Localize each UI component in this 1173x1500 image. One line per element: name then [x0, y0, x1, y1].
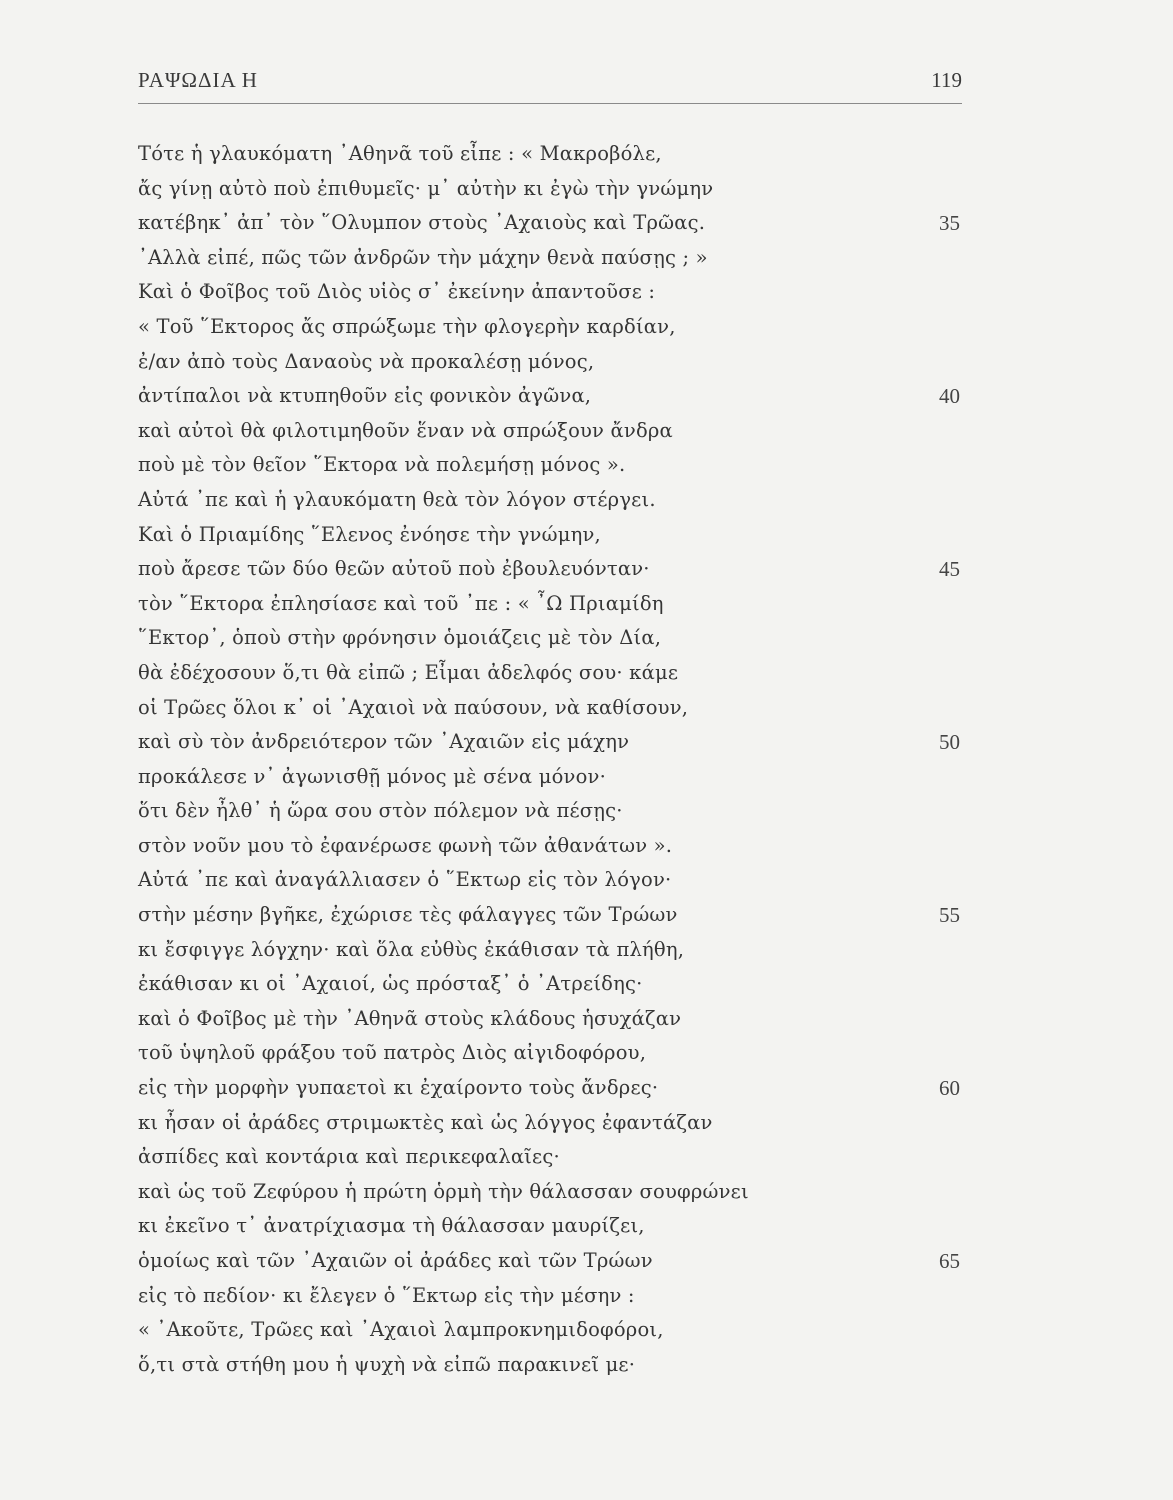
verse-text: ὅτι δὲν ἦλθ᾿ ἡ ὥρα σου στὸν πόλεμον νὰ πέσῃς· [138, 799, 623, 823]
line-number: 35 [939, 211, 960, 236]
verse-text: ῞Εκτορ᾿, ὁποὺ στὴν φρόνησιν ὁμοιάζεις μὲ τὸν Δία, [138, 626, 662, 650]
verse-text: τὸν ῞Εκτορα ἐπλησίασε καὶ τοῦ ᾿πε : « ῏Ω Πριαμίδη [138, 591, 664, 615]
verse-text: κι ἦσαν οἱ ἀράδες στριμωκτὲς καὶ ὡς λόγγος ἐφαντάζαν [138, 1110, 713, 1134]
verse-line [138, 621, 968, 656]
verse-line [138, 448, 968, 483]
verse-line [138, 1175, 968, 1210]
verse-text: ποὺ ἄρεσε τῶν δύο θεῶν αὐτοῦ ποὺ ἐβουλευόνταν· [138, 557, 650, 581]
verse-line [138, 172, 968, 207]
verse-line [138, 241, 968, 276]
verse-line [138, 794, 968, 829]
verse-line [138, 587, 968, 622]
verse-text: εἰς τὴν μορφὴν γυπαετοὶ κι ἐχαίροντο τοὺς ἄνδρες· [138, 1076, 659, 1100]
verse-line [138, 1106, 968, 1141]
line-number: 50 [939, 730, 960, 755]
verse-line [138, 1071, 968, 1106]
verse-text: κατέβηκ᾿ ἀπ᾿ τὸν ῞Ολυμπον στοὺς ᾿Αχαιοὺς καὶ Τρῶας. [138, 211, 706, 235]
verse-text: ποὺ μὲ τὸν θεῖον ῞Εκτορα νὰ πολεμήσῃ μόνος ». [138, 453, 626, 477]
verse-text: καὶ ὁ Φοῖβος μὲ τὴν ᾿Αθηνᾶ στοὺς κλάδους ἡσυχάζαν [138, 1006, 682, 1030]
line-number: 60 [939, 1076, 960, 1101]
verse-text: Τότε ἡ γλαυκόματη ᾿Αθηνᾶ τοῦ εἶπε : « Μακροβόλε, [138, 142, 662, 165]
line-number: 55 [939, 903, 960, 928]
verse-text: Καὶ ὁ Φοῖβος τοῦ Διὸς υἱὸς σ᾿ ἐκείνην ἀπαντοῦσε : [138, 280, 656, 304]
verse-text: ἐκάθισαν κι οἱ ᾿Αχαιοί, ὡς πρόσταξ᾿ ὁ ᾿Ατρείδης· [138, 972, 643, 996]
verse-text: στὸν νοῦν μου τὸ ἐφανέρωσε φωνὴ τῶν ἀθανάτων ». [138, 833, 673, 857]
verse-line [138, 863, 968, 898]
verse-line [138, 760, 968, 795]
verse-text: Αὐτά ᾿πε καὶ ἡ γλαυκόματη θεὰ τὸν λόγον στέργει. [138, 487, 656, 511]
verse-text: στὴν μέσην βγῆκε, ἐχώρισε τὲς φάλαγγες τῶν Τρώων [138, 903, 678, 927]
page-number: 119 [931, 68, 962, 92]
verse-line [138, 1002, 968, 1037]
verse-text: « ᾿Ακοῦτε, Τρῶες καὶ ᾿Αχαιοὶ λαμπροκνημιδοφόροι, [138, 1318, 664, 1342]
verse-line [138, 137, 968, 172]
line-number: 40 [939, 384, 960, 409]
verse-text: ἀσπίδες καὶ κοντάρια καὶ περικεφαλαῖες· [138, 1145, 560, 1169]
verse-line [138, 483, 968, 518]
verse-text: κι ἐκεῖνο τ᾿ ἀνατρίχιασμα τὴ θάλασσαν μαυρίζει, [138, 1214, 645, 1238]
running-head: ΡΑΨΩΔΙΑ Η [138, 68, 258, 92]
verse-line [138, 725, 968, 760]
verse-line [138, 310, 968, 345]
verse-text: ἄς γίνῃ αὐτὸ ποὺ ἐπιθυμεῖς· μ᾿ αὐτὴν κι ἐγὼ τὴν γνώμην [138, 176, 714, 200]
verse-text: καὶ σὺ τὸν ἀνδρειότερον τῶν ᾿Αχαιῶν εἰς μάχην [138, 730, 630, 754]
verse-text: ᾿Αλλὰ εἰπέ, πῶς τῶν ἀνδρῶν τὴν μάχην θενὰ παύσῃς ; » [138, 245, 708, 269]
verse-line [138, 1313, 968, 1348]
verse-text: ἀντίπαλοι νὰ κτυπηθοῦν εἰς φονικὸν ἀγῶνα, [138, 384, 592, 408]
line-number: 65 [939, 1249, 960, 1273]
verse-line [138, 1348, 968, 1383]
verse-line [138, 345, 968, 380]
verse-line [138, 1036, 968, 1071]
verse-text: ὁμοίως καὶ τῶν ᾿Αχαιῶν οἱ ἀράδες καὶ τῶν Τρώων [138, 1249, 653, 1272]
verse-line [138, 275, 968, 310]
verse-line [138, 414, 968, 449]
verse-line [138, 691, 968, 726]
verse-text: ὅ,τι στὰ στήθη μου ἡ ψυχὴ νὰ εἰπῶ παρακινεῖ με· [138, 1352, 636, 1376]
verse-line [138, 552, 968, 587]
verse-text: θὰ ἐδέχοσουν ὅ,τι θὰ εἰπῶ ; Εἶμαι ἀδελφός σου· κάμε [138, 660, 679, 684]
verse-line [138, 967, 968, 1002]
verse-line [138, 656, 968, 691]
verse-text: καὶ αὐτοὶ θὰ φιλοτιμηθοῦν ἕναν νὰ σπρώξουν ἄνδρα [138, 418, 673, 442]
verse-line [138, 518, 968, 553]
verse-text: εἰς τὸ πεδίον· κι ἔλεγεν ὁ ῞Εκτωρ εἰς τὴν μέσην : [138, 1283, 635, 1307]
verse-line [138, 1140, 968, 1175]
verse-text: καὶ ὡς τοῦ Ζεφύρου ἡ πρώτη ὁρμὴ τὴν θάλασσαν σουφρώνει [138, 1179, 749, 1203]
verse-text: Καὶ ὁ Πριαμίδης ῞Ελενος ἐνόησε τὴν γνώμην, [138, 522, 601, 546]
verse-text: Αὐτά ᾿πε καὶ ἀναγάλλιασεν ὁ ῞Εκτωρ εἰς τὸν λόγον· [138, 868, 672, 892]
verse-line [138, 206, 968, 241]
verse-line [138, 1244, 968, 1279]
verse-text: οἱ Τρῶες ὅλοι κ᾿ οἱ ᾿Αχαιοὶ νὰ παύσουν, νὰ καθίσουν, [138, 695, 689, 719]
verse-text: τοῦ ὑψηλοῦ φράξου τοῦ πατρὸς Διὸς αἰγιδοφόρου, [138, 1041, 647, 1065]
verse-line [138, 379, 968, 414]
verse-line [138, 1279, 968, 1314]
page-header [138, 68, 962, 102]
verse-list [138, 137, 968, 1382]
verse-line [138, 933, 968, 968]
verse-line [138, 1209, 968, 1244]
verse-text: κι ἔσφιγγε λόγχην· καὶ ὅλα εὐθὺς ἐκάθισαν τὰ πλήθη, [138, 937, 685, 961]
header-rule [138, 103, 962, 104]
line-number: 45 [939, 557, 960, 582]
verse-text: ἐ/αν ἀπὸ τοὺς Δαναοὺς νὰ προκαλέσῃ μόνος, [138, 349, 595, 373]
verse-line [138, 829, 968, 864]
verse-line [138, 898, 968, 933]
verse-text: « Τοῦ ῞Εκτορος ἄς σπρώξωμε τὴν φλογερὴν καρδίαν, [138, 314, 676, 338]
verse-text: προκάλεσε ν᾿ ἀγωνισθῇ μόνος μὲ σένα μόνον· [138, 764, 606, 788]
